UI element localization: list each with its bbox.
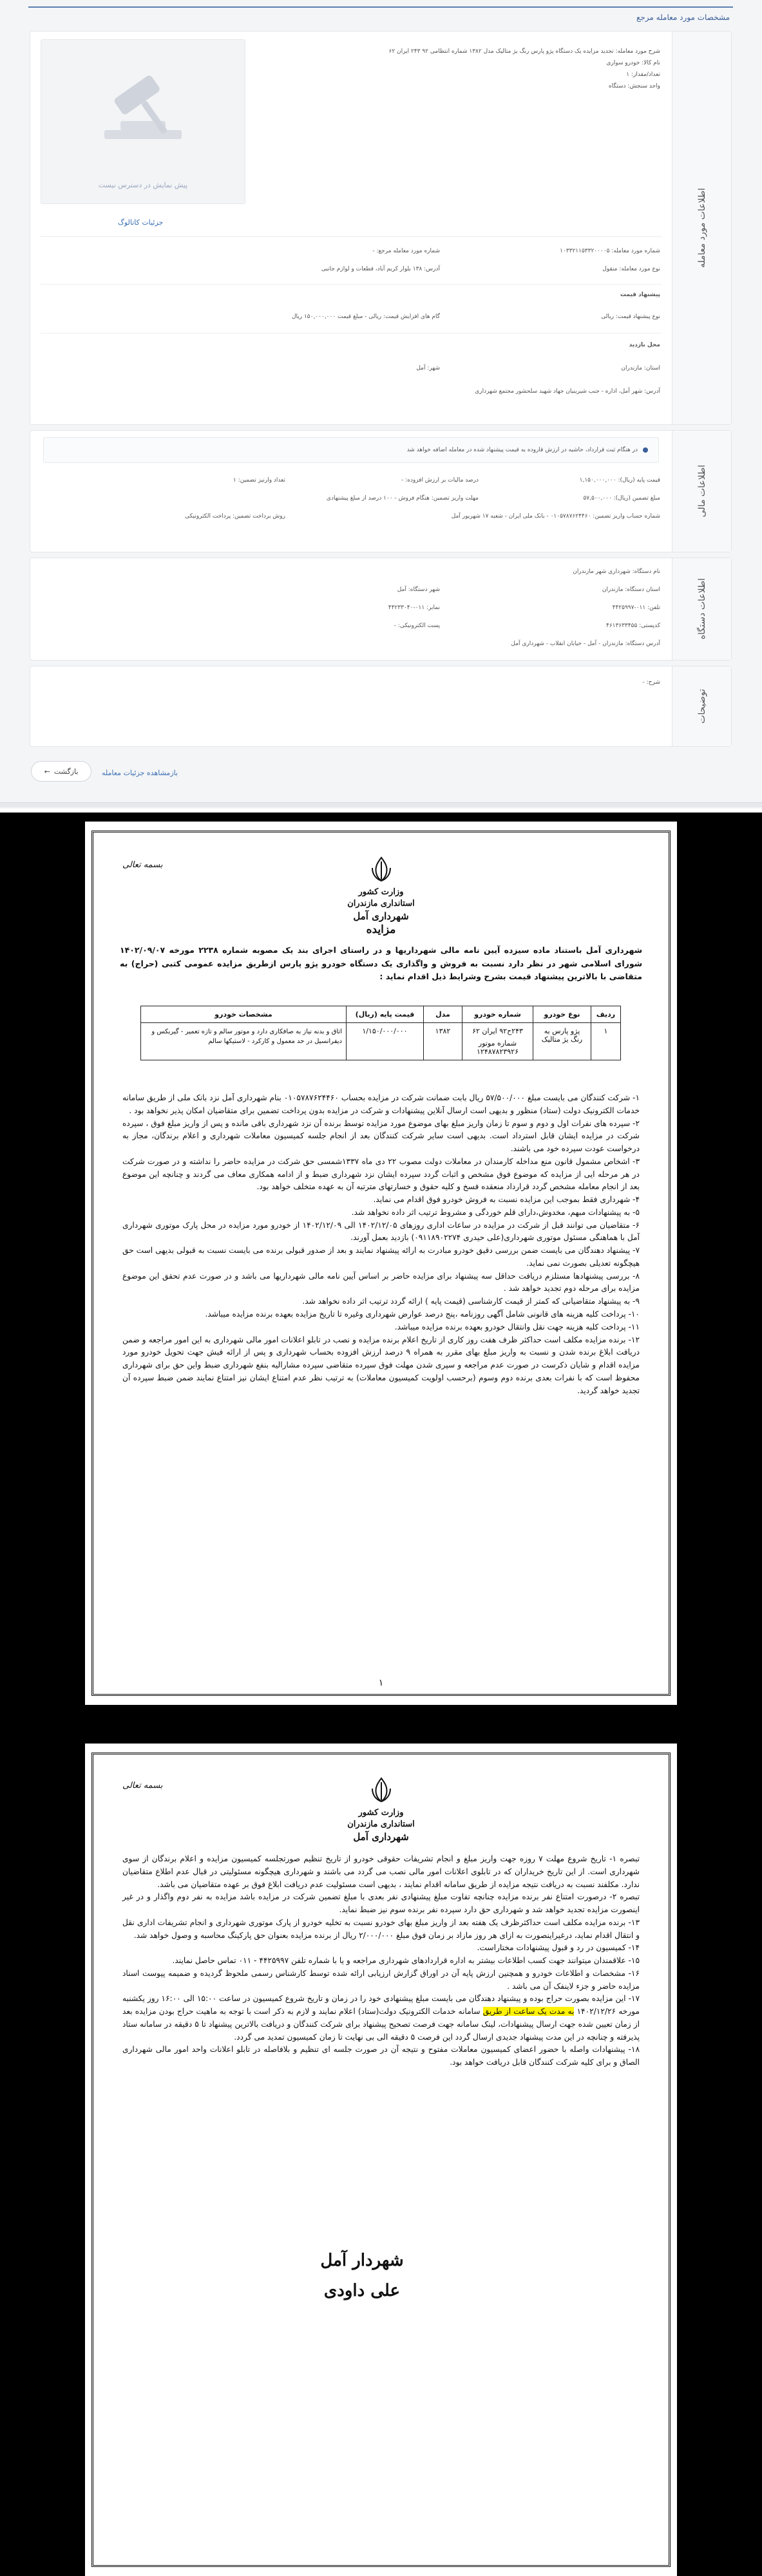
cell-model: ۱۳۸۲ xyxy=(424,1023,462,1060)
clause: ۶- متقاضیان می توانند قبل از شرکت در مزایده در ساعات اداری روزهای ۱۴۰۲/۱۲/۰۵ الی ۱۴۰۲/۱۲/۰۹ از خودرو مورد مزایده در محل پارک موتوری شهرداری آمل با هماهنگی مسئول موتوری شهرداری(علی حیدری ۰۹۱۱۸۹۰۲۲۷۴) بازدید بعمل آورند. xyxy=(122,1220,640,1243)
clause: ۱۶- مشخصات و اطلاعات خودرو و همچنین ارزش پایه آن در اوراق گزارش ارزیابی ارائه شده توسط کارشناس رسمی ملحوظ گردیده و ضمیمه پیوست اسناد مزایده حاضر و جزء لاینفک آن می باشد . xyxy=(122,1968,640,1991)
ministry-title: وزارت کشور xyxy=(358,887,404,897)
clause: ۷- پیشنهاد دهندگان می بایست ضمن بررسی دقیق خودرو مبادرت به ارائه پیشنهاد نمایند و بعد از صدور قبولی برنده می بایست نسبت به قبولی بدیهی است حق هیچگونه تعدیلی بصورت نمی نماید. xyxy=(122,1246,640,1268)
clause: تبصره ۲- درصورت امتناع نفر برنده مزایده چنانچه تفاوت مبلغ پیشنهادی نفر بعدی با مبلغ تضمین شرکت در مزایده باشد مزایده به نفر دوم واگذار و در غیر اینصورت مزایده تجدید خواهد شد و شهرداری حق دارد سپرده نفر برنده سوم نیز ضبط نماید. xyxy=(122,1892,640,1915)
price-offer-heading: پیشنهاد قیمت xyxy=(620,292,660,298)
municipality-title: شهرداری آمل xyxy=(353,910,409,922)
item-address: آدرس: ۱۳۸ بلوار کریم آباد، قطعات و لوازم جانبی xyxy=(321,266,440,272)
province-title: استانداری مازندران xyxy=(347,899,415,908)
guarantee-deadline: مهلت واریز تضمین: هنگام فروش - ۱۰۰ درصد از مبلغ پیشنهادی xyxy=(326,495,479,502)
cell-type: پژو پارس به رنگ یژ متالیک xyxy=(533,1023,591,1060)
col-header-type: نوع خودرو xyxy=(533,1006,591,1023)
item-kind: نوع مورد معامله: منقول xyxy=(602,266,660,272)
clause: ۵- به پیشنهادات مبهم، مخدوش،دارای قلم خوردگی و مشروط ترتیب اثر داده نخواهد شد. xyxy=(351,1207,640,1217)
clause: ۱۲- برنده مزایده مکلف است حداکثر ظرف هفت روز کاری از تاریخ اعلام برنده مزایده و نصب در تابلو اعلانات امور مالی شهرداری به این امور مراجعه و ضمن دریافت ابلاغ برنده شدن و نسبت به واریز مبلغ بهای مقرر به همراه ۹ درصد ارزش افزوده بحساب شهرداری و پس از ارائه فیش جهت تحویل خودرو مورد مزایده اقدام و شایان ذکرست در صورت عدم مراجعه و سپری شدن مهلت فوق سپرده متقاضی سپرده مشارالیه بنفع شهرداری ضبط واین حق برای شهرداری محفوظ است که با نفرات بعدی برنده دوم وسوم (برحسب اولویت کمیسیون معاملات) به ترتیب نظر عدم امتناع ایشان نیز امتناع نمایند ضمن ضبط سپرده آن تجدید خواهد گردید. xyxy=(122,1335,640,1395)
guarantee-method: روش برداخت تضمین: پرداخت الکترونیکی xyxy=(185,513,285,520)
device-city: شهر دستگاه: آمل xyxy=(397,587,440,593)
cell-spec: اتاق و بدنه نیاز به صافکاری دارد و موتور سالم و تازه تعمیر - گیربکس و دیفرانسیل در حد معمول و کارکرد - لاستیکها سالم xyxy=(141,1023,347,1060)
clause: ۳- اشخاص مشمول قانون منع مداخله کارمندان در معاملات دولت مصوب ۲۲ دی ماه ۱۳۳۷شمسی حق شرکت در مزایده حاضر را نداشته و در صورت شرکت در هر مرحله ایی از مزایده که موضوع فوق مشخص و اثبات گردد سپرده ایشان نزد شهرداری ضبط و از ادامه همکاری معاف می گردند و چنانچه این موضوع بعد از انجام معامله مشخص گردد قرارداد منعقده فسخ و کلیه حقوق و خسارتهای مترتبه آن به عهده متخلف خواهد بود. xyxy=(122,1156,640,1192)
visit-province: استان: مازندران xyxy=(621,365,660,371)
item-info-card xyxy=(30,31,732,425)
cell-plate: ۲۴۳ح۹۲ ایران ۶۲ شماره موتور ۱۲۴۸۷۸۲۳۹۲۶ xyxy=(462,1023,533,1060)
visit-address: آدرس: شهر آمل، اداره - جنب شیرینیان جهاد شهید سلحشور مجتمع شهرداری xyxy=(475,388,660,395)
device-info-card xyxy=(30,558,732,661)
municipality-title: شهرداری آمل xyxy=(353,1831,409,1843)
item-description: شرح مورد معامله: تجدید مزایده یک دستگاه پژو پارس رنگ یژ متالیک مدل ۱۳۸۲ شماره انتظامی ۹۲ ۲۴۳ ایران ۶۲ xyxy=(388,48,660,55)
document-page-2 xyxy=(85,1744,677,2576)
divider xyxy=(41,333,662,334)
guarantee-count: تعداد وارنیز تضمین: ۱ xyxy=(233,477,285,484)
back-button[interactable]: بازگشت ← xyxy=(31,761,91,782)
guarantee-amount: مبلغ تضمین (ریال): ۵۷,۵۰۰,۰۰۰ xyxy=(583,495,660,502)
basmala-text: بسمه تعالی xyxy=(122,1781,163,1791)
document-title: مزایده xyxy=(366,923,396,936)
gavel-icon xyxy=(91,66,195,149)
col-header-plate: شماره خودرو xyxy=(462,1006,533,1023)
vat-percent: درصد مالیات بر ارزش افزوده: - xyxy=(401,477,479,484)
device-postal-code: کدپستی: ۴۶۱۳۶۳۳۴۵۵ xyxy=(606,623,660,629)
clause: ۱۸- پیشنهادات واصله با حضور اعضای کمیسیون معاملات مفتوح و نتیجه آن در صورت جلسه ای تنظیم و بلافاصله در تابلو اعلانات واحد امور مالی شهرداری الصاق و برای کلیه شرکت کنندگان قابل دریافت خواهد بود. xyxy=(122,2045,640,2067)
info-icon xyxy=(643,447,648,453)
document-page-1 xyxy=(85,822,677,1705)
guarantee-account: شماره حساب واریز تضمین: ۰۱۰۵۷۸۷۶۲۴۴۶۰ - بانک ملی ایران - شعبه ۱۷ شهریور آمل xyxy=(451,513,660,520)
item-type: نام کالا: خودرو سواری xyxy=(606,60,660,66)
clause: ۱۴- کمیسیون در رد و قبول پیشنهادات مختاراست. xyxy=(477,1943,640,1953)
notice-banner: در هنگام ثبت قرارداد، حاشیه در ارزش قاروده به قیمت پیشنهاد شده در معامله اضافه خواهد شد xyxy=(43,437,659,463)
signer-name: علی داودی xyxy=(323,2280,401,2300)
reference-number: شماره مورد معامله مرجع: - xyxy=(372,248,440,254)
deal-details-link[interactable]: بازمشاهده جزئیات معامله xyxy=(102,769,178,777)
device-email: پست الکترونیکی: - xyxy=(394,623,440,629)
price-step: گام های افزایش قیمت: ریالی - مبلغ قیمت ۱۵۰,۰۰۰,۰۰۰ ریال xyxy=(291,314,440,320)
device-address: آدرس دستگاه: مازندران - آمل - خیابان انقلاب - شهرداری آمل xyxy=(511,641,660,647)
clause: ۱- شرکت کنندگان می بایست مبلغ ۵۷/۵۰۰/۰۰۰ ریال بابت ضمانت شرکت در مزایده بحساب ۰۱۰۵۷۸۷۶۲۴۴۶۰ بنام شهرداری آمل نزد بانک ملی از طریق سامانه خدمات الکترونیک دولت (ستاد) منظور و بدیهی است ارسال آنلاین پیشنهادات و شرکت در مزایده بدون پرداخت تضمین برای متقاضیان امکان پذیر نخواهد بود . xyxy=(122,1093,640,1115)
section-tab-item-info: اطلاعات مورد معامله xyxy=(672,32,731,424)
divider xyxy=(41,236,662,237)
device-fax: نمابر: ۰۱۱-۴۴۲۳۳۰۴۰ xyxy=(388,605,440,611)
basmala-text: بسمه تعالی xyxy=(122,860,163,870)
image-placeholder xyxy=(41,39,245,204)
top-divider xyxy=(28,6,733,8)
section-tab-notes: توضیحات xyxy=(672,666,731,746)
iran-emblem-icon xyxy=(367,855,395,883)
clause: ۲- سپرده های نفرات اول و دوم و سوم تا زمان واریز مبلغ بهای موضوع مورد مزایده توسط برنده آن نزد شهرداری باقی مانده و پس از واریز مبلغ فوق ، سپرده شرکت در مزایده ایشان قابل استرداد است. بدیهی است سایر شرکت کنندگان بعد از انجام جلسه کمیسیون معاملات شهرداری و اعلام برندگان، مجاز به درخواست عودت سپرده خود می باشند. xyxy=(122,1118,640,1154)
clause: ۱۰- پرداخت کلیه هزینه های قانونی شامل آگهی روزنامه ،پنج درصد عوارض شهرداری وغیره تا تاریخ مزایده بعهده برنده مزایده میباشد. xyxy=(205,1310,640,1319)
device-phone: تلفن: ۰۱۱-۴۴۲۵۹۹۷ xyxy=(612,605,660,611)
signature-block xyxy=(278,2246,446,2306)
col-header-price: قیمت پایه (ریال) xyxy=(347,1006,424,1023)
page-title: مشخصات مورد معامله مرجع xyxy=(636,13,730,22)
item-unit: واحد سنجش: دستگاه xyxy=(608,83,660,89)
cell-price: ۱/۱۵۰/۰۰۰/۰۰۰ xyxy=(347,1023,424,1060)
item-number: شماره مورد معامله: ۱۰۳۳۲۱۱۵۳۳۲۰۰۰۰۵ xyxy=(560,248,660,254)
province-title: استانداری مازندران xyxy=(347,1819,415,1829)
base-price: قیمت پایه (ریال): ۱,۱۵۰,۰۰۰,۰۰۰ xyxy=(579,477,660,484)
item-count: تعداد/مقدار: ۱ xyxy=(626,71,660,78)
section-tab-financial: اطلاعات مالی xyxy=(672,431,731,552)
clauses-list-page2 xyxy=(122,1853,640,2069)
clauses-list-page1 xyxy=(122,1092,640,1397)
clause: ۸- بررسی پیشنهادها مستلزم دریافت حداقل سه پیشنهاد برای مزایده حاضر بر اساس آیین نامه مالی شهرداریها می باشد و در صورت عدم تحقق این موضوع مزایده برای مرحله دوم تجدید خواهد شد . xyxy=(122,1271,640,1293)
financial-info-card xyxy=(30,430,732,552)
clause: ۱۳- برنده مزایده مکلف است حداکثرظرف یک هفته بعد از واریز مبلغ بهای خودرو نسبت به تخلیه خودرو از پارک موتوری شهرداری و انجام تشریفات اداری نقل و انتقال اقدام نماید، درغیراینصورت به ازای هر روز مازاد بر زمان فوق مبلغ ۲/۰۰۰/۰۰۰ ریال از برنده مزایده بعنوان حق پارکینگ محاسبه و وصول خواهد شد. xyxy=(122,1917,640,1940)
horizontal-scrollbar[interactable] xyxy=(0,802,762,807)
visit-location-heading: محل بازدید xyxy=(629,342,660,348)
section-tab-device: اطلاعات دستگاه xyxy=(672,558,731,660)
divider xyxy=(41,284,662,285)
col-header-row: ردیف xyxy=(591,1006,621,1023)
clause-17: ۱۷- این مزایده بصورت حراج بوده و پیشنهاد دهندگان می بایست مبلغ پیشنهادی خود را در زمان و تاریخ شروع کمیسیون در ساعت ۱۵:۰۰ الی ۱۶:۰۰ روز یکشنبه مورخه ۱۴۰۲/۱۲/۲۶ به مدت یک ساعت از طریق سامانه خدمات الکترونیک دولت(ستاد) اعلام نمایند و لازم به ذکر است با توجه به ماهیت حراج بودن مزایده بعد از زمان تعیین شده جهت ارسال پیشنهادات، لینک سامانه جهت فرصت تصحیح پیشنهاد برای شرکت کنندگان و دریافت بالاترین پیشنهاد تا ۵ دقیقه در سامانه ستاد پذیرفته و چنانچه در این مدت پیشنهاد جدیدی ارسال گردد این فرصت ۵ دقیقه الی بی نهایت تا زمان کمیسیون تمدید می گردد. xyxy=(122,1994,640,2042)
signer-title: شهردار آمل xyxy=(320,2251,404,2270)
clause: ۴- شهرداری فقط بموجب این مزایده نسبت به فروش خودرو فوق اقدام می نماید. xyxy=(373,1195,640,1205)
highlighted-text: به مدت یک ساعت از طریق xyxy=(482,2007,575,2017)
clause: ۱۵- علاقمندان میتوانند جهت کسب اطلاعات بیشتر به اداره قراردادهای شهرداری مراجعه و یا با شماره تلفن ۴۴۲۵۹۹۷ - ۰۱۱ تماس حاصل نمایند. xyxy=(172,1956,640,1966)
visit-city: شهر: آمل xyxy=(416,365,440,371)
notes-text: شرح: - xyxy=(642,679,660,686)
col-header-spec: مشخصات خودرو xyxy=(141,1006,347,1023)
device-name: نام دستگاه: شهرداری شهر مازندران xyxy=(573,569,660,575)
clause: ۱۱- پرداخت کلیه هزینه جهت نقل وانتقال خودرو بعهده برنده مزایده میباشد. xyxy=(394,1322,640,1331)
table-row xyxy=(141,1023,621,1060)
intro-paragraph: شهرداری آمل باستناد ماده سیزده آیین نامه مالی شهرداریها و در راستای اجرای بند یک مصوبه شماره ۲۲۳۸ مورخه ۱۴۰۲/۰۹/۰۷ شورای اسلامی شهر در نظر دارد نسبت به فروش و واگذاری یک دستگاه خودرو پژو پارس ازطریق مزایده عمومی کتبی (حراج) به متقاضی با بالاترین پیشنهاد قیمت بشرح وشرایط ذیل اقدام نماید : xyxy=(120,945,642,982)
offer-type: نوع پیشنهاد قیمت: ریالی xyxy=(601,314,660,320)
arrow-left-icon: ← xyxy=(44,767,50,776)
catalog-details-link[interactable]: جزئیات کاتالوگ xyxy=(118,218,164,227)
page-number: ۱ xyxy=(378,1678,384,1688)
ministry-title: وزارت کشور xyxy=(358,1808,404,1818)
clause: ۹- به پیشنهاد متقاضیانی که کمتر از قیمت کارشناسی (قیمت پایه ) ارائه گردد ترتیب اثر داده نخواهد شد. xyxy=(302,1297,640,1306)
clause: تبصره ۱- تاریخ شروع مهلت ۷ روزه جهت واریز مبلغ و انجام تشریفات حقوقی خودرو از تاریخ تنظیم صورتجلسه کمیسیون مزایده و اعلام برندگان از سوی شهرداری است. از این تاریخ خریداران که در تابلوی اعلانات امور مالی نصب می گردد می باشند و شهرداری هیچگونه مسئولیتی در قبال عدم اطلاع متقاضیان ندارد. مکلفند نسبت به دریافت نتیجه مزایده از طریق سامانه اقدام نمایند ، بدیهی است مسئولیت عدم دریافت ابلاغ فوق بر عهده متقاضیان می باشد. xyxy=(122,1854,640,1889)
iran-emblem-icon xyxy=(367,1776,395,1804)
col-header-model: مدل xyxy=(424,1006,462,1023)
image-unavailable-text: پیش نمایش در دسترس نیست xyxy=(98,181,188,189)
device-province: استان دستگاه: مازندران xyxy=(602,587,660,593)
vehicle-table xyxy=(140,1006,621,1060)
cell-index: ۱ xyxy=(591,1023,621,1060)
notes-card xyxy=(30,666,732,747)
web-panel xyxy=(0,0,762,809)
